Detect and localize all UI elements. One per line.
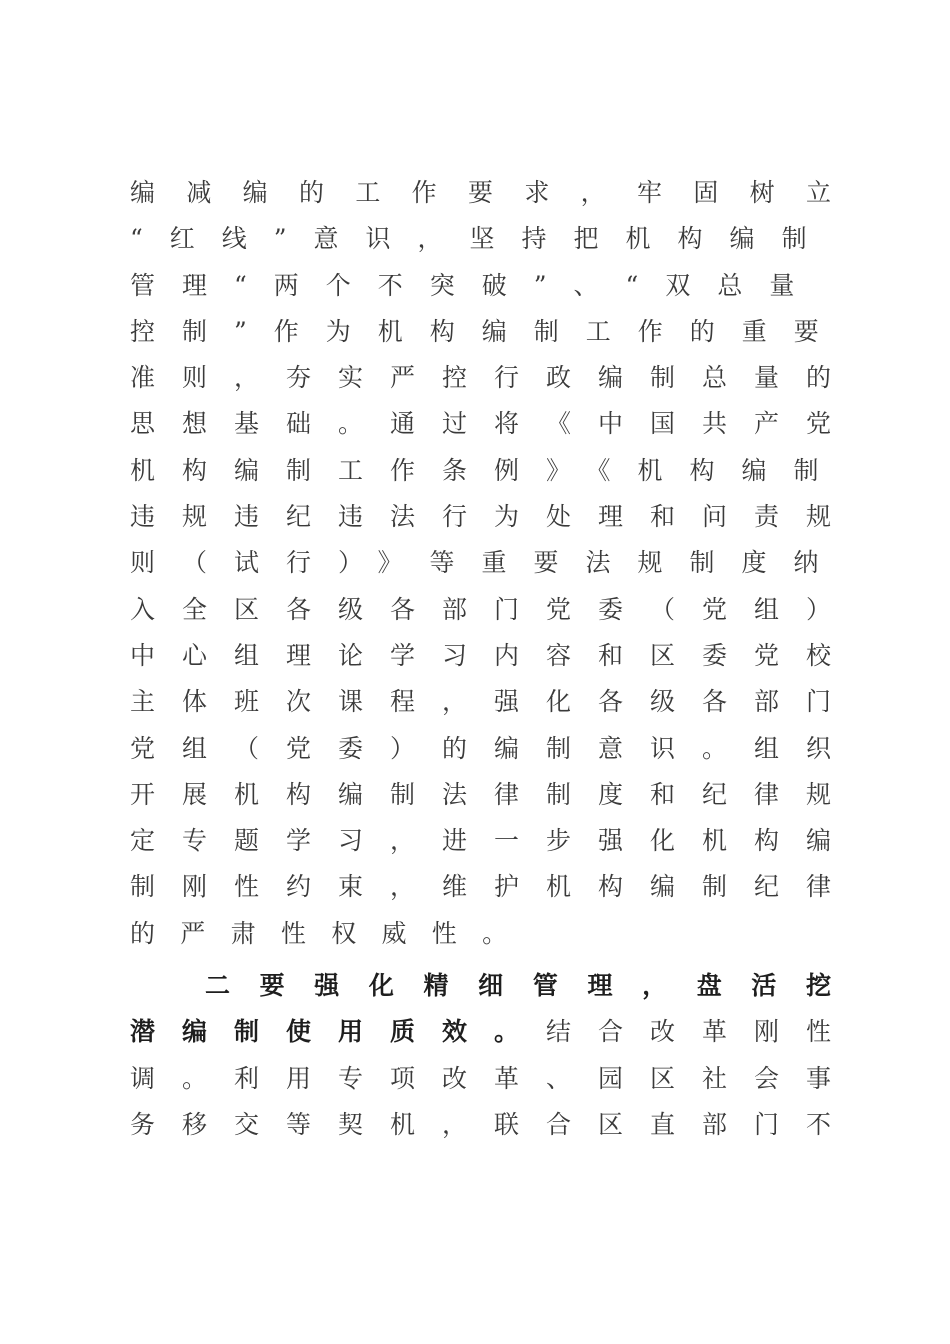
text-line xyxy=(130,401,859,447)
text-segment: 中心组理论学习内容和区委党校 xyxy=(130,640,859,670)
text-segment: 控制”作为机构编制工作的重要 xyxy=(130,316,846,346)
text-segment: 违规违纪违法行为处理和问责规 xyxy=(130,502,859,532)
text-line xyxy=(130,818,859,864)
text-line xyxy=(130,1009,859,1055)
text-line xyxy=(130,216,834,262)
text-segment: 思想基础。通过将《中国共产党 xyxy=(130,409,859,439)
bold-text-segment: 潜编制使用质效。 xyxy=(130,1017,547,1047)
text-line xyxy=(130,494,859,540)
text-line xyxy=(130,864,859,910)
text-line xyxy=(130,679,859,725)
bold-text-segment: 二要强化精细管理，盘活挖 xyxy=(205,971,861,1001)
text-line xyxy=(130,726,859,772)
text-segment: 机构编制工作条例》《机构编制 xyxy=(130,455,846,485)
text-line xyxy=(130,587,859,633)
text-line xyxy=(130,963,861,1009)
text-segment: 的严肃性权威性。 xyxy=(130,918,533,948)
text-line xyxy=(130,170,863,216)
text-line xyxy=(130,1102,859,1148)
text-segment: 结合改革刚性 xyxy=(546,1017,859,1047)
text-line xyxy=(130,309,846,355)
text-segment: 制刚性约束，维护机构编制纪律 xyxy=(130,872,859,902)
text-segment: 入全区各级各部门党委（党组） xyxy=(130,594,859,624)
text-line xyxy=(130,911,806,957)
text-line xyxy=(130,355,859,401)
text-segment: 则（试行）》等重要法规制度纳 xyxy=(130,548,846,578)
text-line xyxy=(130,772,859,818)
text-line xyxy=(130,540,846,586)
text-segment: 编减编的工作要求，牢固树立 xyxy=(130,178,863,207)
text-segment: “红线”意识，坚持把机构编制 xyxy=(130,224,834,254)
text-segment: 务移交等契机，联合区直部门不 xyxy=(130,1109,859,1139)
text-line xyxy=(130,263,822,309)
document-body xyxy=(130,170,863,1148)
text-segment: 主体班次课程，强化各级各部门 xyxy=(130,687,859,717)
text-segment: 准则，夯实严控行政编制总量的 xyxy=(130,363,859,393)
text-segment: 调。利用专项改革、园区社会事 xyxy=(130,1063,859,1093)
text-line xyxy=(130,448,846,494)
text-segment: 管理“两个不突破”、“双总量 xyxy=(130,270,822,300)
text-line xyxy=(130,633,859,679)
text-segment: 定专题学习，进一步强化机构编 xyxy=(130,826,859,856)
text-line xyxy=(130,1056,859,1102)
text-segment: 党组（党委）的编制意识。组织 xyxy=(130,733,859,763)
text-segment: 开展机构编制法律制度和纪律规 xyxy=(130,779,859,809)
